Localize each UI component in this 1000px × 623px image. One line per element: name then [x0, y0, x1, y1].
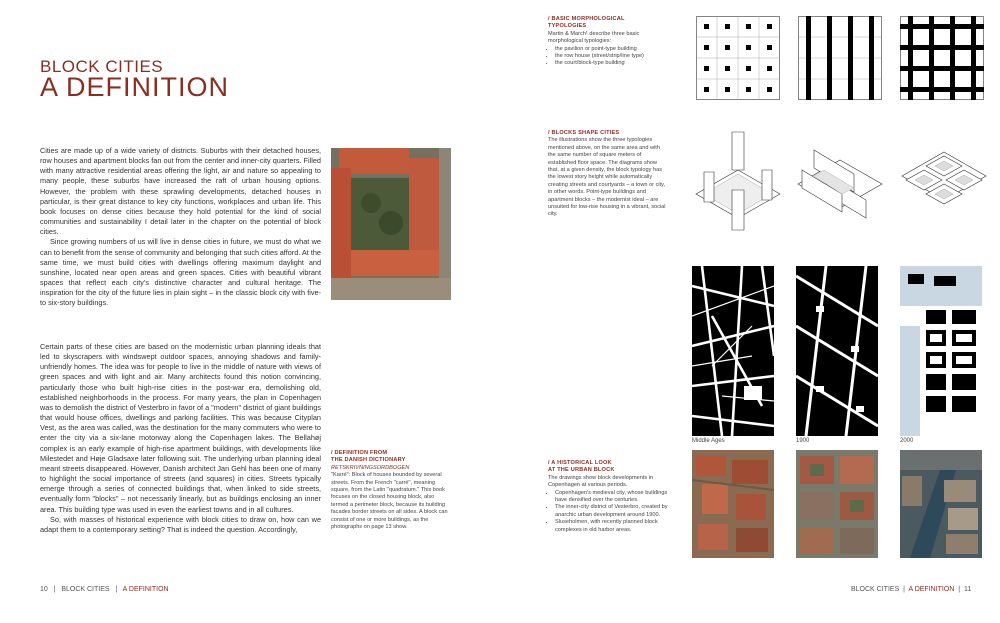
map-1900 [796, 266, 878, 436]
definition-heading: / DEFINITION FROM [331, 450, 388, 456]
historical-heading: / A HISTORICAL LOOK [548, 460, 612, 466]
footer-separator: | [958, 586, 961, 593]
paragraph: Certain parts of these cities are based on the modernistic urban planning ideals that led to skyscrapers with windswept outdoor spaces, annoying shadows and family-unfriendly homes. The idea was for people to live in the middle of nature with views of green spaces and with light and air. Many architects found this notion convincing, particularly those who built high-rise cities in the post-war era, demolishing old, established neighborhoods in the process. For many years, the plan in Copenhagen was to demolish the district of Vesterbro in favor of a "modern" district of giant buildings that would house offices, dwellings and parking facilities. This was because Cityplan Vest, as the area was called, was the destination for the many commuters who were to enter the city via a six-lane motorway along the Copenhagen lakes. The Bellahøj complex is an early example of high-rise apartment buildings, with developments like Milestedet and Høje Gladsaxe later following suit. The underlying urban planning ideal meant streets disappeared. However, Danish architect Jan Gehl has been one of many to highlight the social importance of streets (and squares) in cities. Streets typically emerge through a series of connected buildings that, when linked to side streets, eventually form "blocks" – not necessarily linearly, but as buildings enclosing an inner area. This building type was used in even the earliest towns and in all cultures. [40, 342, 321, 514]
list-item: • Sluseholmen, with recently planned block complexes in old harbor areas. [555, 519, 668, 534]
paragraph: Since growing numbers of us will live in dense cities in future, we must do what we can to benefit from the sense of community and belonging that such cities afford. At the same time, we must build cities with dwellings offering maximum daylight and sunshine, located near open areas and green spaces. Cities with beautiful vibrant spaces that reflect each city's distinctive character and cultural heritage. The inspiration for the city of the future lies in plain sight – in the classic block city with five- to six-story buildings. [40, 237, 321, 308]
map-middle-ages [692, 266, 774, 436]
typologies-intro: Martin & March¹ describe three basic morphological typologies: [548, 30, 640, 45]
paragraph: Cities are made up of a wide variety of districts. Suburbs with their detached houses, row houses and apartment blocks fan out from the center and inner-city quarters. Filled with many attractive residential areas offering the light, air and nature so appealing to many people, these suburbs have increased the raft of urban housing options. However, the problem with these sprawling developments, detached houses in particular, is their great distance to key city functions, workplaces and urban life. This book focuses on dense cities because they hold potential for the kind of social communities and sustainability I detail later in the chapter on the potential of block cities. [40, 146, 321, 237]
shapes-box [548, 130, 668, 219]
footer-chapter: A DEFINITION [908, 586, 955, 593]
paragraph: So, with masses of historical experience with block cities to draw on, how can we adapt them to a contemporary setting? That is indeed the question. Accordingly, [40, 514, 321, 534]
shapes-heading: / BLOCKS SHAPE CITIES [548, 130, 620, 136]
court-plan-diagram [900, 16, 984, 105]
aerial-photo-2000 [900, 450, 982, 558]
footer-separator: | [115, 586, 118, 593]
section-kicker: BLOCK CITIES [40, 57, 164, 76]
court-isometric-diagram [898, 130, 990, 247]
definition-heading-italic: RETSKRIVNINGSORDBOGEN [331, 464, 410, 471]
definition-box [331, 450, 453, 531]
aerial-block-photo [331, 148, 451, 300]
shapes-text: The illustrations show the three typologies mentioned above, on the same area and with the same number of square meters of established floor space. The diagrams show that, at a given density, the block typology has the lowest story height while automatically creating streets and courtyards – a town or city, in other words. Point-type buildings and apartment blocks – the modernist ideal – are unsuited for low-rise housing in a vibrant, social city. [548, 137, 666, 218]
row-plan-diagram [798, 16, 882, 105]
map-caption: 2000 [900, 438, 914, 444]
map-2000 [900, 266, 982, 436]
page-title: A DEFINITION [40, 72, 230, 102]
historical-intro: The drawings show block developments in Copenhagen at various periods. [548, 474, 654, 489]
typologies-heading: / BASIC MORPHOLOGICAL [548, 16, 625, 22]
list-item: • Copenhagen's medieval city, whose buildings have densified over the centuries. [555, 490, 668, 505]
footer-section: BLOCK CITIES [61, 586, 110, 593]
aerial-photo-middle-ages [692, 450, 774, 558]
definition-heading: THE DANISH DICTIONARY [331, 457, 406, 464]
footer-section: BLOCK CITIES [851, 586, 900, 593]
page-number: 10 [40, 586, 48, 593]
footer-separator: | [903, 586, 905, 593]
body-text-top [40, 146, 321, 309]
typologies-heading: TYPOLOGIES [548, 23, 587, 30]
list-item: • the court/block-type building [555, 60, 666, 67]
historical-box [548, 460, 668, 534]
aerial-photo-image [331, 148, 451, 300]
typologies-list [548, 46, 666, 68]
footer-chapter: A DEFINITION [122, 586, 169, 593]
row-isometric-diagram [794, 130, 886, 247]
aerial-photo-1900 [796, 450, 878, 558]
historical-list [548, 490, 668, 534]
map-caption: 1900 [796, 438, 810, 444]
left-footer [40, 586, 169, 593]
list-item: • the row house (street/strip/line type) [555, 53, 666, 60]
body-text-bottom [40, 342, 321, 535]
pavilion-plan-diagram [696, 16, 780, 105]
definition-text: "Karré": Block of houses bounded by several streets. From the French "carré", meaning square, from the Latin "quadratum." This book focuses on the closed housing block, also termed a perimeter block, because its building facades border streets on all sides. A block can consist of one or more buildings, as the photographs on page 13 show. [331, 472, 448, 531]
typologies-box [548, 16, 666, 68]
historical-heading: AT THE URBAN BLOCK [548, 467, 615, 474]
right-footer [851, 586, 971, 593]
list-item: • the pavilion or point-type building [555, 46, 666, 53]
pavilion-isometric-diagram [692, 130, 784, 247]
map-caption: Middle Ages [692, 438, 725, 444]
page-number: 11 [963, 586, 972, 593]
footer-separator: | [53, 586, 56, 593]
list-item: • The inner-city district of Vesterbro, created by anarchic urban development around 1900. [555, 504, 668, 519]
